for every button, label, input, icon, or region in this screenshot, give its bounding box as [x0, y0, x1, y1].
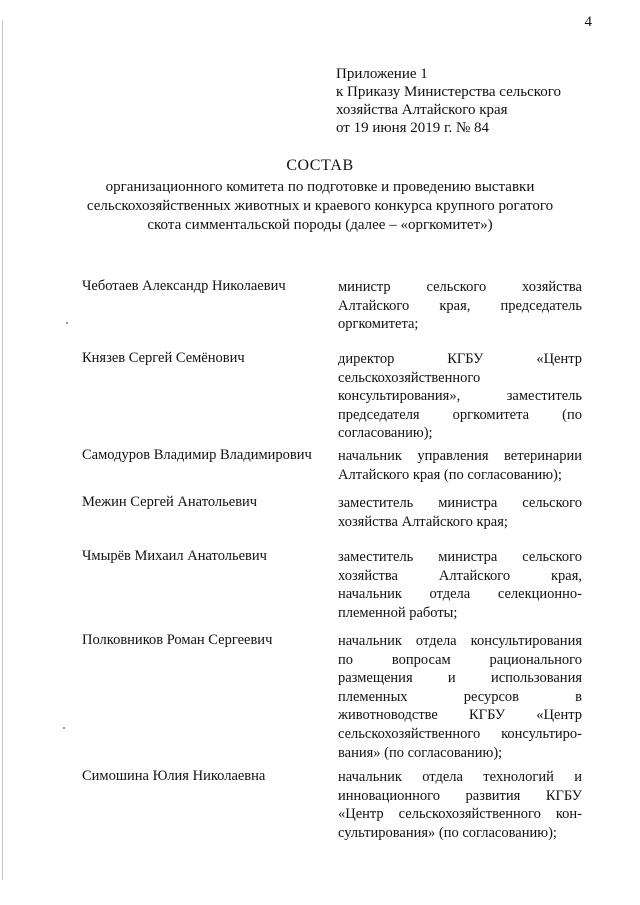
member-role: [338, 768, 582, 842]
scan-speck: [66, 322, 68, 324]
subtitle-line: организационного комитета по подготовке и проведению выставки: [105, 179, 535, 195]
member-entry: [82, 350, 582, 447]
subtitle-line: сельскохозяйственных животных и краевого конкурса крупного рогатого: [86, 198, 554, 214]
member-name: Самодуров Владимир Владимирович: [82, 447, 312, 463]
member-name: Князев Сергей Семёнович: [82, 350, 245, 366]
role-line: по вопросам рационального: [338, 651, 582, 668]
member-entry: [82, 447, 582, 494]
role-line: вания» (по согласованию);: [338, 744, 503, 761]
appendix-line: к Приказу Министерства сельского: [336, 84, 562, 100]
members-list: [82, 278, 582, 848]
member-name: Симошина Юлия Николаевна: [82, 768, 266, 784]
role-line: согласованию);: [338, 425, 433, 442]
member-entry: [82, 548, 582, 632]
role-line: директор КГБУ «Центр: [338, 351, 582, 367]
member-entry: [82, 632, 582, 768]
role-line: председателя оргкомитета (по: [338, 406, 582, 423]
role-line: размещения и использования: [338, 670, 582, 687]
member-entry: [82, 278, 582, 350]
member-entry: [82, 768, 582, 848]
role-line: начальник отдела консультирования: [338, 633, 582, 649]
role-line: сельскохозяйственного консультиро-: [338, 725, 582, 742]
role-line: начальник управления ветеринарии: [338, 448, 582, 464]
role-line: консультирования», заместитель: [338, 388, 582, 405]
role-line: племенной работы;: [338, 604, 458, 621]
role-line: заместитель министра сельского: [338, 549, 582, 565]
member-name: Чмырёв Михаил Анатольевич: [82, 548, 267, 564]
role-line: начальник отдела технологий и: [338, 769, 582, 785]
role-line: сельскохозяйственного: [338, 369, 481, 386]
member-role: [338, 278, 582, 334]
role-line: инновационного развития КГБУ: [338, 787, 582, 804]
role-line: Алтайского края, председатель: [338, 297, 582, 314]
subtitle-line: скота симментальской породы (далее – «оргкомитет»): [147, 217, 493, 233]
member-role: [338, 632, 582, 762]
member-name: Чеботаев Александр Николаевич: [82, 278, 286, 294]
appendix-line: от 19 июня 2019 г. № 84: [336, 120, 490, 136]
document-title: СОСТАВ: [286, 157, 354, 174]
role-line: хозяйства Алтайского края,: [338, 567, 582, 584]
role-line: начальник отдела селекционно-: [338, 586, 582, 603]
role-line: племенных ресурсов в: [338, 688, 582, 705]
member-role: [338, 494, 582, 531]
document-subtitle: [0, 178, 640, 235]
page-number: 4: [584, 14, 592, 30]
role-line: министр сельского хозяйства: [338, 279, 582, 295]
member-entry: [82, 494, 582, 548]
member-role: [338, 350, 582, 443]
role-line: «Центр сельскохозяйственного кон-: [338, 806, 582, 823]
role-line: заместитель министра сельского: [338, 495, 582, 511]
member-name: Полковников Роман Сергеевич: [82, 632, 273, 648]
appendix-line: Приложение 1: [336, 66, 428, 82]
role-line: Алтайского края (по согласованию);: [338, 466, 562, 483]
role-line: сультирования» (по согласованию);: [338, 824, 557, 841]
role-line: хозяйства Алтайского края;: [338, 513, 508, 530]
scan-speck: [63, 727, 65, 729]
member-role: [338, 447, 582, 484]
role-line: оргкомитета;: [338, 316, 419, 333]
appendix-line: хозяйства Алтайского края: [336, 102, 508, 118]
role-line: животноводстве КГБУ «Центр: [338, 707, 582, 724]
scan-margin-line: [2, 20, 3, 880]
appendix-block: [336, 65, 561, 137]
member-role: [338, 548, 582, 622]
member-name: Межин Сергей Анатольевич: [82, 494, 258, 510]
title-block: [0, 155, 640, 235]
